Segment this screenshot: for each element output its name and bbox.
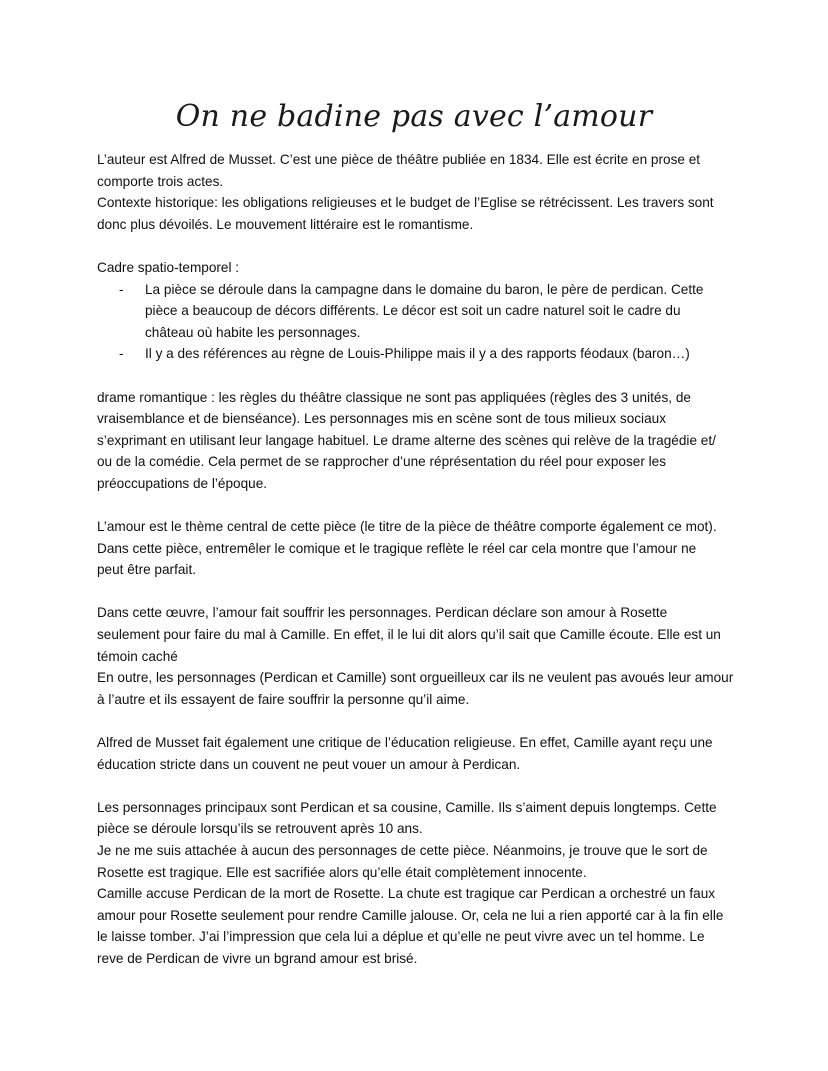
cadre-section: [97, 257, 737, 365]
text-line: ou de la comédie. Cela permet de se rapprocher d’une réprésentation du réel pour exposer les: [97, 454, 667, 470]
paragraph-spacer: [97, 495, 737, 517]
intro-paragraph: [97, 149, 737, 235]
bullet-item: [97, 279, 737, 344]
text-line: L’amour est le thème central de cette pièce (le titre de la pièce de théâtre comporte également ce mot).: [97, 519, 717, 535]
text-line: Je ne me suis attachée à aucun des personnages de cette pièce. Néanmoins, je trouve que le sort de: [97, 843, 708, 858]
text-line: L’auteur est Alfred de Musset. C’est une pièce de théâtre publiée en 1834. Elle est écrite en prose et: [97, 152, 701, 167]
bullet-item: [97, 343, 737, 365]
text-line: peut être parfait.: [97, 562, 196, 578]
text-line: drame romantique : les règles du théâtre classique ne sont pas appliquées (règles des 3 unités, de: [97, 389, 691, 405]
text-line: reve de Perdican de vivre un bgrand amour est brisé.: [97, 950, 418, 966]
paragraph-spacer: [97, 581, 737, 603]
text-line: donc plus dévoilés. Le mouvement littéraire est le romantisme.: [97, 216, 474, 232]
document-body: [97, 149, 737, 970]
document-title: On ne badine pas avec l’amour: [175, 99, 653, 134]
text-line: amour pour Rosette seulement pour rendre Camille jalouse. Or, cela ne lui a rien apporté car à la fin elle: [97, 907, 724, 923]
text-line: Les personnages principaux sont Perdican et sa cousine, Camille. Ils s’aiment depuis longtemps. Cette: [97, 799, 717, 815]
cadre-bullet-list: [97, 279, 737, 365]
text-line: château où habite les personnages.: [145, 324, 361, 340]
text-line: pièce se déroule lorsqu’ils se retrouvent après 10 ans.: [97, 821, 423, 837]
amour-theme-paragraph: [97, 516, 737, 581]
text-line: Il y a des références au règne de Louis-Philippe mais il y a des rapports féodaux (baron…): [145, 346, 690, 362]
text-line: le laisse tomber. J’ai l’impression que cela lui a déplue et qu’elle ne peut vivre avec un tel homme. Le: [97, 929, 705, 945]
text-line: préoccupations de l’époque.: [97, 475, 268, 491]
text-line: Contexte historique: les obligations religieuses et le budget de l’Eglise se rétrécissent. Les travers sont: [97, 195, 714, 211]
paragraph-spacer: [97, 710, 737, 732]
personnages-paragraph: [97, 797, 737, 970]
text-line: En outre, les personnages (Perdican et Camille) sont orgueilleux car ils ne veulent pas avoués leur amour: [97, 670, 734, 686]
text-line: La pièce se déroule dans la campagne dans le domaine du baron, le père de perdican. Cette: [145, 281, 704, 297]
text-line: à l’autre et ils essayent de faire souffrir la personne qu’il aime.: [97, 691, 470, 707]
paragraph-spacer: [97, 365, 737, 387]
text-line: pièce a beaucoup de décors différents. Le décor est soit un cadre naturel soit le cadre du: [145, 303, 681, 319]
dash-bullet-icon: -: [119, 346, 124, 362]
text-line: Dans cette œuvre, l’amour fait souffrir les personnages. Perdican déclare son amour à Rosette: [97, 605, 668, 621]
education-paragraph: [97, 732, 737, 775]
text-line: s’exprimant en utilisant leur langage habituel. Le drame alterne des scènes qui relève de la tragédie et/: [97, 432, 716, 448]
paragraph-spacer: [97, 235, 737, 257]
text-line: Camille accuse Perdican de la mort de Rosette. La chute est tragique car Perdican a orchestré un faux: [97, 886, 716, 902]
text-line: Dans cette pièce, entremêler le comique et le tragique reflète le réel car cela montre que l’amour ne: [97, 540, 697, 556]
text-line: comporte trois actes.: [97, 173, 224, 189]
dash-bullet-icon: -: [119, 281, 124, 297]
text-line: Rosette est tragique. Elle est sacrifiée alors qu’elle était complètement innocente.: [97, 864, 587, 880]
souffrir-paragraph: [97, 602, 737, 710]
text-line: vraisemblance et de bienséance). Les personnages mis en scène sont de tous milieux sociaux: [97, 411, 666, 427]
text-line: témoin caché: [97, 648, 178, 664]
cadre-heading: Cadre spatio-temporel :: [97, 259, 240, 275]
paragraph-spacer: [97, 775, 737, 797]
text-line: éducation stricte dans un couvent ne peut vouer un amour à Perdican.: [97, 756, 521, 772]
text-line: seulement pour faire du mal à Camille. En effet, il le lui dit alors qu’il sait que Camille écoute. Elle est un: [97, 627, 721, 643]
text-line: Alfred de Musset fait également une critique de l’éducation religieuse. En effet, Camille ayant reçu une: [97, 735, 713, 751]
drame-paragraph: [97, 387, 737, 495]
